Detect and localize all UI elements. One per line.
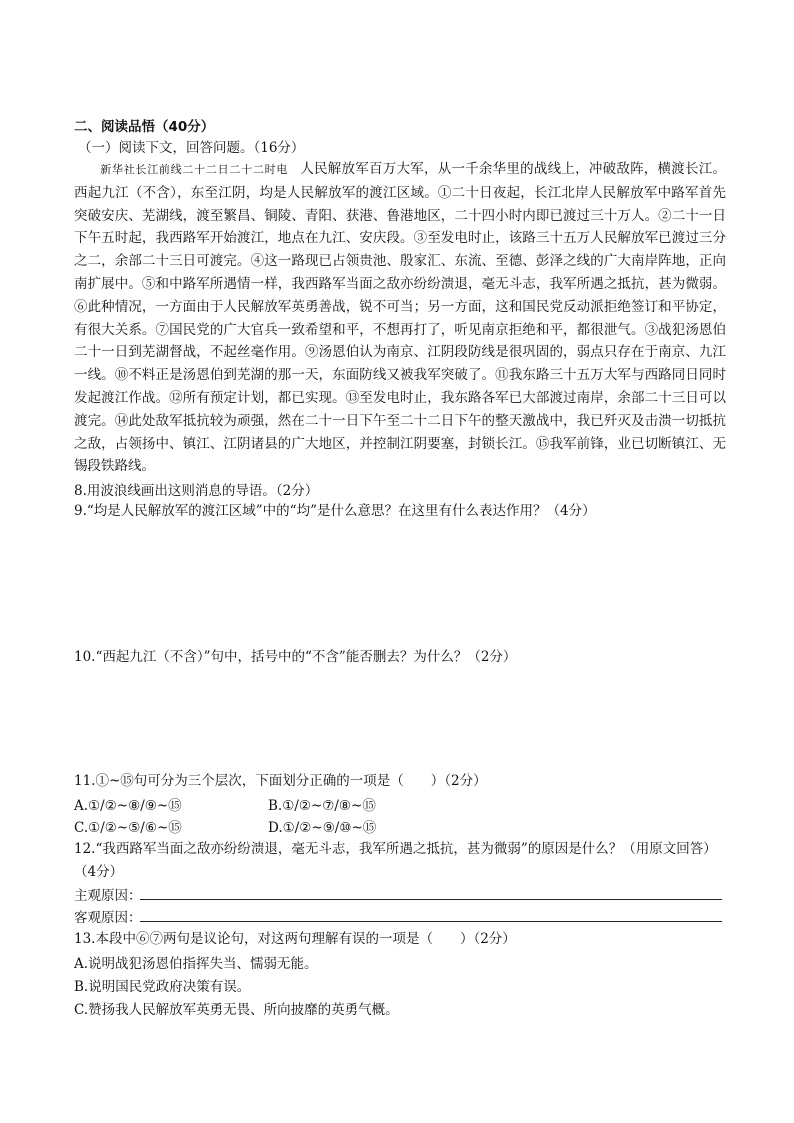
q13-option-a[interactable]: A.说明战犯汤恩伯指挥失当、懦弱无能。: [74, 956, 318, 972]
q11-option-d[interactable]: D.①/②~⑨/⑩~⑮: [268, 820, 377, 836]
q11-option-b[interactable]: B.①/②~⑦/⑧~⑮: [268, 798, 376, 814]
q13-option-b[interactable]: B.说明国民党政府决策有误。: [74, 979, 251, 995]
question-13: 13.本段中⑥⑦两句是议论句，对这两句理解有误的一项是（ ）（2分）: [74, 931, 516, 947]
q12-subjective-answer-line[interactable]: [140, 899, 722, 900]
question-9: 9.“均是人民解放军的渡江区域”中的“均”是什么意思？在这里有什么表达作用？（4分）: [74, 503, 596, 519]
q12-objective-answer-line[interactable]: [140, 921, 722, 922]
passage-dateline: 新华社长江前线二十二日二十二时电: [100, 163, 289, 176]
q11-option-a[interactable]: A.①/②~⑧/⑨~⑮: [74, 798, 182, 814]
question-11: 11.①~⑮句可分为三个层次，下面划分正确的一项是（ ）（2分）: [74, 773, 487, 789]
q12-subjective-label: 主观原因：: [74, 888, 142, 904]
news-passage: [74, 158, 726, 478]
question-12: 12.“我西路军当面之敌亦纷纷溃退，毫无斗志，我军所遇之抵抗，甚为微弱”的原因是什么？（用原文回答）（4分）: [74, 841, 717, 880]
question-10: 10.“西起九江（不含）”句中，括号中的“不含”能否删去？为什么？（2分）: [74, 649, 517, 665]
q11-option-c[interactable]: C.①/②~⑤/⑥~⑮: [74, 820, 182, 836]
section-title: 二、阅读品悟（40分）: [74, 119, 215, 135]
subsection-heading: （一）阅读下文，回答问题。（16分）: [78, 140, 305, 156]
passage-body: 人民解放军百万大军，从一千余华里的战线上，冲破敌阵，横渡长江。西起九江（不含），东至江阴，均是人民解放军的渡江区域。①二十日夜起，长江北岸人民解放军中路军首先突破安庆、芜湖线，渡至繁昌、铜陵、青阳、获港、鲁港地区，二十四小时内即已渡过三十万人。②二十一日下午五时起，我西路军开始渡江，地点在九江、安庆段。③至发电时止，该路三十五万人民解放军已渡过三分之二，余部二十三日可渡完。④这一路现已占领贵池、殷家汇、东流、至德、彭泽之线的广大南岸阵地，正向南扩展中。⑤和中路军所遇情一样，我西路军当面之敌亦纷纷溃退，毫无斗志，我军所遇之抵抗，甚为微弱。⑥此种情况，一方面由于人民解放军英勇善战，锐不可当；另一方面，这和国民党反动派拒绝签订和平协定，有很大关系。⑦国民党的广大官兵一致希望和平，不想再打了，听见南京拒绝和平，都很泄气。③战犯汤恩伯二十一日到芜湖督战，不起丝毫作用。⑨汤恩伯认为南京、江阴段防线是很巩固的，弱点只存在于南京、九江一线。⑩不料正是汤恩伯到芜湖的那一天，东面防线又被我军突破了。⑪我东路三十五万大军与西路同日同时发起渡江作战。⑫所有预定计划，都已实现。⑬至发电时止，我东路各军已大部渡过南岸，余部二十三日可以渡完。⑭此处敌军抵抗较为顽强，然在二十一日下午至二十二日下午的整天激战中，我已歼灭及击溃一切抵抗之敌，占领扬中、镇江、江阴诸县的广大地区，并控制江阴要塞，封锁长江。⑮我军前锋，业已切断镇江、无锡段铁路线。: [74, 161, 727, 475]
q13-option-c[interactable]: C.赞扬我人民解放军英勇无畏、所向披靡的英勇气概。: [74, 1002, 399, 1018]
question-8: 8.用波浪线画出这则消息的导语。（2分）: [74, 483, 319, 499]
q12-objective-label: 客观原因：: [74, 910, 142, 926]
